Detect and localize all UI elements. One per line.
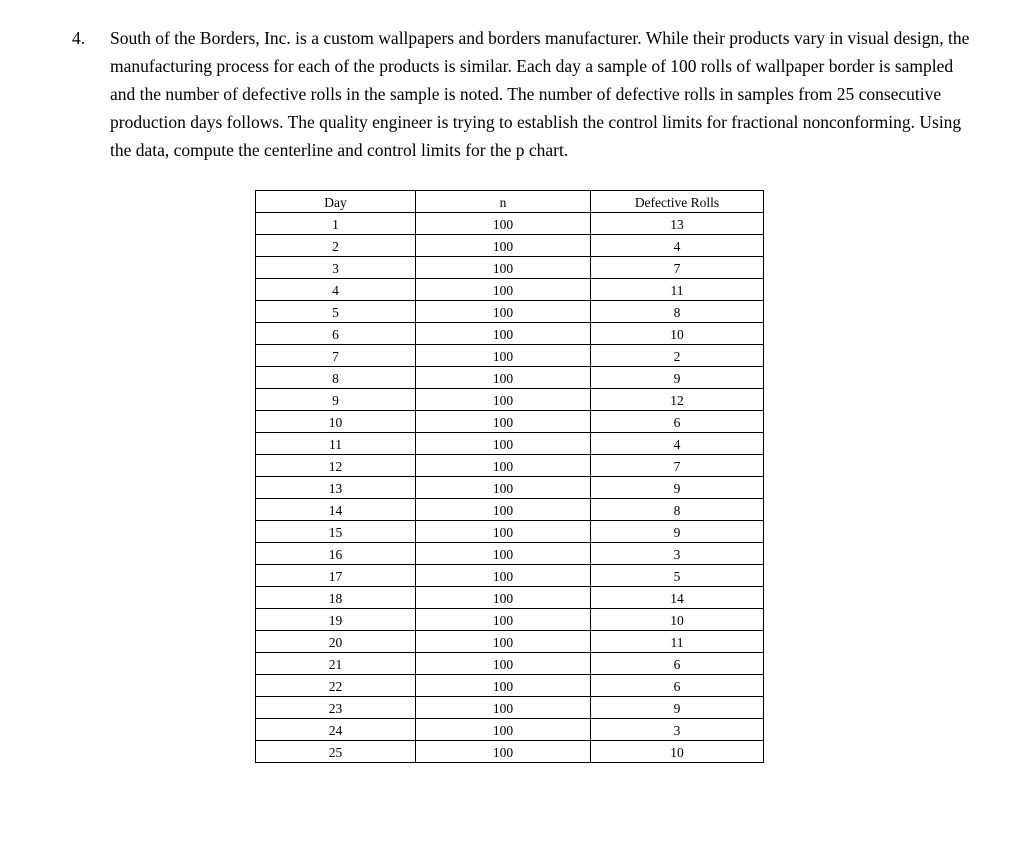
table-cell: 3 (256, 257, 416, 279)
table-row (256, 587, 764, 609)
table-cell: 6 (591, 411, 764, 433)
table-cell: 18 (256, 587, 416, 609)
table-cell: 5 (256, 301, 416, 323)
table-cell: 20 (256, 631, 416, 653)
table-cell: 10 (591, 609, 764, 631)
column-header-day: Day (256, 191, 416, 213)
table-cell: 1 (256, 213, 416, 235)
table-row (256, 741, 764, 763)
table-cell: 24 (256, 719, 416, 741)
table-cell: 100 (416, 609, 591, 631)
table-cell: 8 (591, 499, 764, 521)
table-cell: 100 (416, 565, 591, 587)
table-cell: 19 (256, 609, 416, 631)
problem-number: 4. (72, 28, 86, 48)
table-row (256, 367, 764, 389)
table-cell: 100 (416, 675, 591, 697)
table-cell: 100 (416, 213, 591, 235)
table-cell: 7 (591, 257, 764, 279)
table-row (256, 389, 764, 411)
problem-text: South of the Borders, Inc. is a custom wallpapers and borders manufacturer. While their products vary in visual design, the manufacturing process for each of the products is similar. Each day a sample of 100 rolls of wallpaper border is sampled and the number of defective rolls in the sample is noted. The number of defective rolls in samples from 25 consecutive production days follows. The quality engineer is trying to establish the control limits for fractional nonconforming. Using the data, compute the centerline and control limits for the p chart. (110, 28, 970, 160)
table-cell: 11 (591, 631, 764, 653)
defective-rolls-table (255, 190, 764, 763)
table-cell: 11 (591, 279, 764, 301)
table-cell: 25 (256, 741, 416, 763)
table-cell: 14 (591, 587, 764, 609)
column-header-n: n (416, 191, 591, 213)
table-cell: 100 (416, 719, 591, 741)
table-cell: 100 (416, 543, 591, 565)
table-cell: 22 (256, 675, 416, 697)
table-row (256, 719, 764, 741)
table-cell: 8 (256, 367, 416, 389)
table-row (256, 257, 764, 279)
table-cell: 3 (591, 543, 764, 565)
table-row (256, 477, 764, 499)
table-cell: 15 (256, 521, 416, 543)
table-row (256, 543, 764, 565)
table-row (256, 455, 764, 477)
table-cell: 100 (416, 741, 591, 763)
table-row (256, 675, 764, 697)
table-cell: 10 (591, 741, 764, 763)
table-cell: 4 (591, 433, 764, 455)
table-row (256, 301, 764, 323)
table-row (256, 279, 764, 301)
table-cell: 100 (416, 279, 591, 301)
table-cell: 100 (416, 345, 591, 367)
table-cell: 9 (256, 389, 416, 411)
table-cell: 6 (591, 675, 764, 697)
table-cell: 100 (416, 697, 591, 719)
table-cell: 4 (591, 235, 764, 257)
table-cell: 100 (416, 521, 591, 543)
table-cell: 100 (416, 631, 591, 653)
table-row (256, 521, 764, 543)
table-cell: 3 (591, 719, 764, 741)
table-cell: 21 (256, 653, 416, 675)
table-cell: 100 (416, 477, 591, 499)
data-table-container (255, 190, 1024, 763)
table-row (256, 565, 764, 587)
table-cell: 100 (416, 301, 591, 323)
table-row (256, 653, 764, 675)
table-cell: 10 (591, 323, 764, 345)
table-cell: 9 (591, 697, 764, 719)
table-row (256, 609, 764, 631)
table-cell: 100 (416, 411, 591, 433)
table-cell: 100 (416, 323, 591, 345)
table-cell: 13 (256, 477, 416, 499)
table-cell: 100 (416, 257, 591, 279)
table-cell: 12 (256, 455, 416, 477)
table-cell: 11 (256, 433, 416, 455)
table-cell: 10 (256, 411, 416, 433)
table-header-row (256, 191, 764, 213)
table-cell: 6 (591, 653, 764, 675)
table-cell: 100 (416, 587, 591, 609)
table-body (256, 213, 764, 763)
table-cell: 7 (256, 345, 416, 367)
table-cell: 6 (256, 323, 416, 345)
table-row (256, 411, 764, 433)
table-cell: 100 (416, 499, 591, 521)
table-cell: 9 (591, 521, 764, 543)
table-row (256, 323, 764, 345)
table-cell: 8 (591, 301, 764, 323)
table-cell: 7 (591, 455, 764, 477)
table-row (256, 235, 764, 257)
table-cell: 14 (256, 499, 416, 521)
table-row (256, 697, 764, 719)
table-cell: 16 (256, 543, 416, 565)
table-cell: 100 (416, 433, 591, 455)
table-cell: 4 (256, 279, 416, 301)
table-cell: 100 (416, 389, 591, 411)
table-cell: 17 (256, 565, 416, 587)
table-cell: 13 (591, 213, 764, 235)
table-row (256, 213, 764, 235)
problem-statement (0, 0, 1024, 164)
column-header-defective-rolls: Defective Rolls (591, 191, 764, 213)
table-cell: 9 (591, 477, 764, 499)
table-cell: 100 (416, 367, 591, 389)
table-cell: 100 (416, 653, 591, 675)
table-row (256, 631, 764, 653)
table-cell: 9 (591, 367, 764, 389)
table-cell: 23 (256, 697, 416, 719)
table-row (256, 433, 764, 455)
table-cell: 5 (591, 565, 764, 587)
table-cell: 100 (416, 235, 591, 257)
table-row (256, 345, 764, 367)
table-cell: 100 (416, 455, 591, 477)
table-row (256, 499, 764, 521)
table-cell: 2 (256, 235, 416, 257)
table-cell: 12 (591, 389, 764, 411)
table-cell: 2 (591, 345, 764, 367)
